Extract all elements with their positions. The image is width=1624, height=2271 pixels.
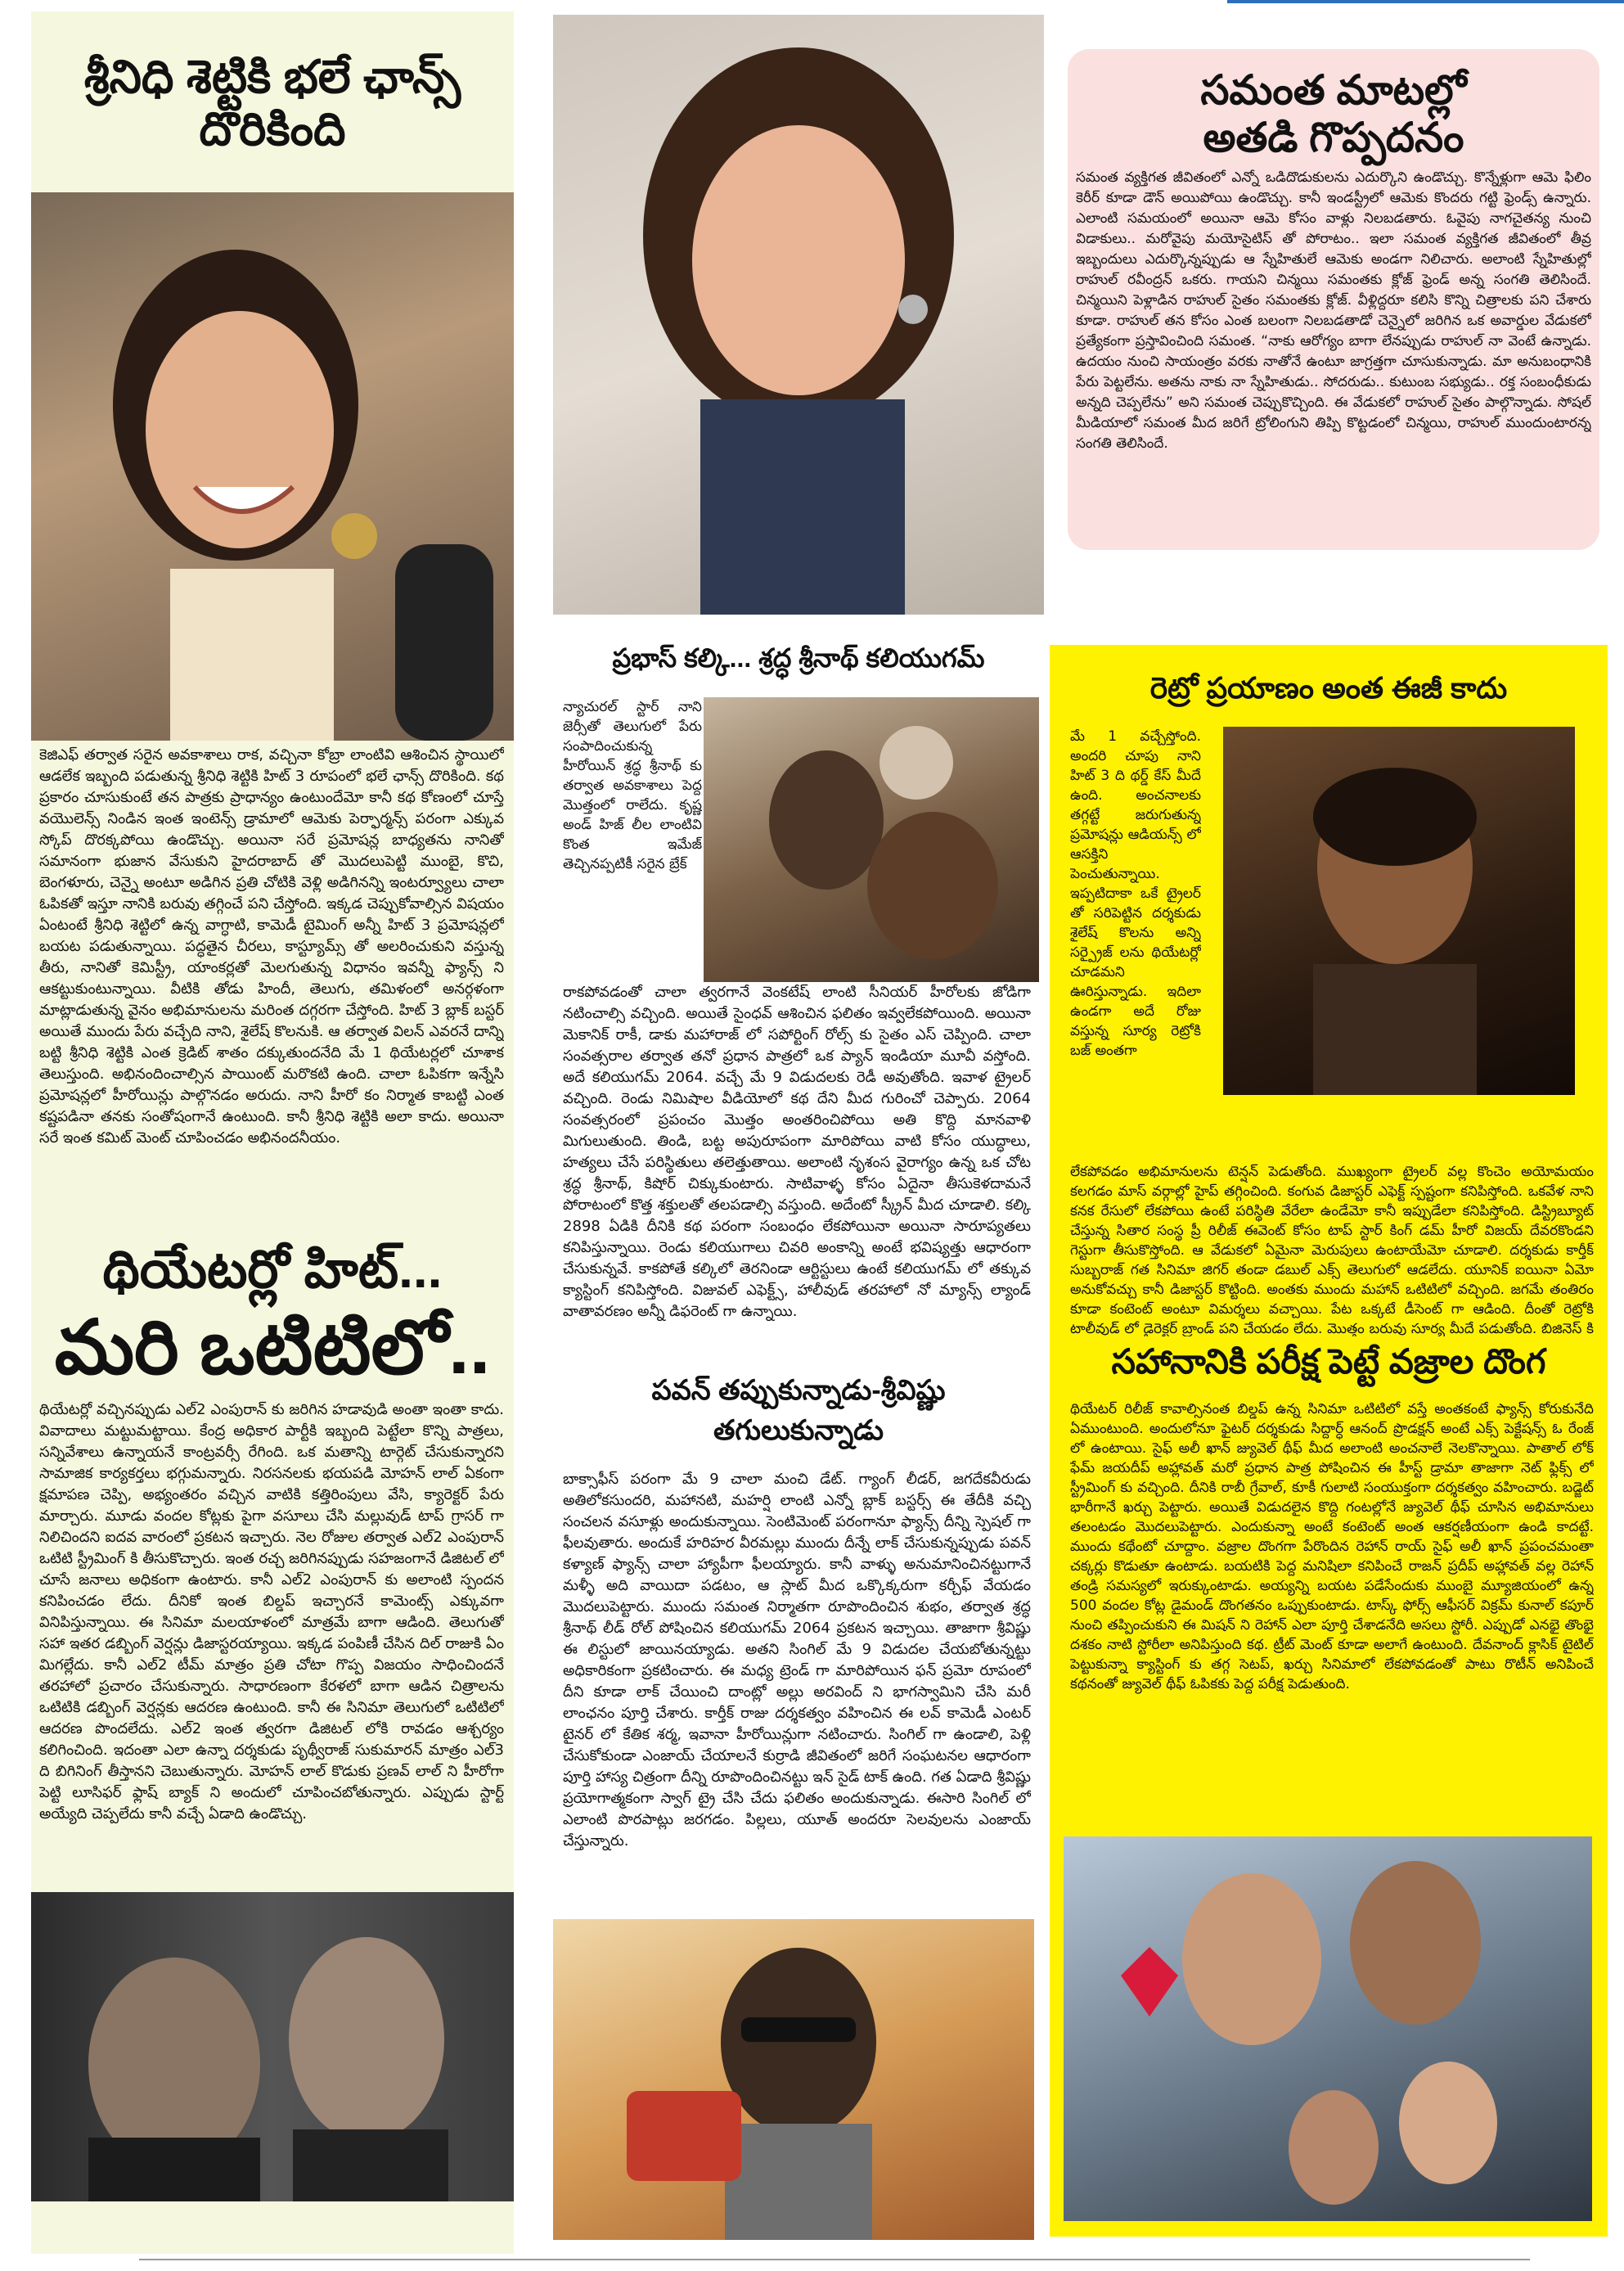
article6-photo [1223, 727, 1575, 1095]
article7-photo [1064, 1836, 1592, 2221]
article2-body: సమంత వ్యక్తిగత జీవితంలో ఎన్నో ఒడిదొడుకులను ఎదుర్కొని ఉండొచ్చు. కొన్నేళ్లుగా ఆమె ఫిలిం కెరీర్ కూడా డౌన్ అయిపోయి ఉండొచ్చు. కానీ ఇండస్ట్రీలో ఆమెకు కొందరు గట్టి ఫ్రెండ్స్ ఉన్నారు. ఎలాంటి సమయంలో అయినా ఆమె కోసం వాళ్లు నిలబడతారు. ఓవైపు నాగచైతన్య నుంచి విడాకులు.. మరోవైపు మయోసైటిస్ తో పోరాటం.. ఇలా సమంత వ్యక్తిగత జీవితంలో తీవ్ర ఇబ్బందులు ఎదుర్కొన్నప్పుడు ఆ స్నేహితులే ఆమెకు అండగా నిలిచారు. అలాంటి స్నేహితుల్లో రాహుల్ రవీంద్రన్ ఒకరు. గాయని చిన్మయి సమంతకు క్లోజ్ ఫ్రెండ్ అన్న సంగతి తెలిసిందే. చిన్మయిని పెళ్లాడిన రాహుల్ సైతం సమంతకు క్లోజ్. వీళ్లిద్దరూ కలిసి కొన్ని చిత్రాలకు పని చేశారు కూడా. రాహుల్ తన కోసం ఎంత బలంగా నిలబడతాడో చెన్నైలో జరిగిన ఒక అవార్డుల వేడుకలో ప్రత్యేకంగా ప్రస్తావించింది సమంత. “నాకు ఆరోగ్యం బాగా లేనప్పుడు రాహుల్ నా వెంటే ఉన్నాడు. ఉదయం నుంచి సాయంత్రం వరకు నాతోనే ఉంటూ జాగ్రత్తగా చూసుకున్నాడు. మా అనుబంధానికి పేరు పెట్టలేను. అతను నాకు నా స్నేహితుడు.. సోదరుడు.. కుటుంబ సభ్యుడు.. రక్త సంబంధీకుడు అన్నది చెప్పలేను” అని సమంత చెప్పుకొచ్చింది. ఈ వేడుకలో రాహుల్ సైతం పాల్గొన్నాడు. సోషల్ మీడియాలో సమంత మీద జరిగే ట్రోలింగుని తిప్పి కొట్టడంలో చిన్మయి, రాహుల్ ముందుంటారన్న సంగతి తెలిసిందే. [1076, 169, 1591, 452]
two-men-poster-illustration [31, 1892, 514, 2201]
article5-headline-line2: మరి ఒటిటిలో.. [54, 1305, 491, 1390]
article1-headline [39, 51, 506, 156]
article5-body: థియేటర్లో వచ్చినప్పుడు ఎల్2 ఎంపురాన్ కు జరిగిన హడావుడి అంతా ఇంతా కాదు. వివాదాలు మట్టుమట్టాయి. కేంద్ర అధికార పార్టీకి ఇబ్బంది పెట్టేలా కొన్ని పాత్రలు, సన్నివేశాలు ఉన్నాయనే కాంట్రవర్సీ రేగింది. ఒక మతాన్ని టార్గెట్ చేసుకున్నారని సామాజిక కార్యకర్తలు భగ్గుమన్నారు. నిరసనలకు భయపడి మోహన్ లాల్ ఏకంగా క్షమాపణ చెప్పి, అభ్యంతరం వచ్చిన వాటికి కత్తిరింపులు వేసి, క్యారెక్టర్ పేరు మార్చారు. మూడు వందల కోట్లకు పైగా వసూలు చేసి మల్లువుడ్ టాప్ గ్రాసర్ గా నిలిచిందని ఐదవ వారంలో ప్రకటన ఇచ్చారు. నెల రోజుల తర్వాత ఎల్2 ఎంపురాన్ ఒటిటి స్ట్రీమింగ్ కి తీసుకొచ్చారు. ఇంత రచ్చ జరిగినప్పుడు సహజంగానే డిజిటల్ లో చూసే జనాలు అధికంగా ఉంటారు. కానీ ఎల్2 ఎంపురాన్ కు అలాంటి స్పందన కనిపించడం లేదు. దీనికో ఇంత బిల్డప్ ఇచ్చారనే కామెంట్స్ ఎక్కువగా వినిపిస్తున్నాయి. ఈ సినిమా మలయాళంలో మాత్రమే బాగా ఆడింది. తెలుగుతో సహా ఇతర డబ్బింగ్ వెర్షన్లు డిజాస్టరయ్యాయి. ఇక్కడ పంపిణీ చేసిన దిల్ రాజుకి ఏం మిగల్లేదు. కానీ ఎల్2 టీమ్ మాత్రం ప్రతి చోటా గొప్ప విజయం సాధించిందనే తరహాలో ప్రచారం చేసుకున్నారు. సాధారణంగా కేరళలో బాగా ఆడిన చిత్రాలను ఒటిటికి డబ్బింగ్ వెర్షన్లకు ఆదరణ ఉంటుంది. కానీ ఈ సినిమా తెలుగులో ఒటిటిలో ఆదరణ పొందలేదు. ఎల్2 ఇంత త్వరగా డిజిటల్ లోకి రావడం ఆశ్చర్యం కలిగించింది. ఇదంతా ఎలా ఉన్నా దర్శకుడు పృథ్వీరాజ్ సుకుమారన్ మాత్రం ఎల్3 ది బిగినింగ్ తీస్తానని చెబుతున్నారు. మోహన్ లాల్ కొడుకు ప్రణవ్ లాల్ ని హీరోగా పెట్టి లూసిఫర్ ఫ్లాష్ బ్యాక్ ని అందులో చూపించబోతున్నారు. ఎప్పుడు స్టార్ట్ అయ్యేది చెప్పలేదు కానీ వచ్చే ఏడాది ఉండొచ్చు. [39, 1401, 504, 1823]
article3-headline: ప్రభాస్ కల్కి... శ్రద్ధ శ్రీనాథ్ కలియుగమ్ [612, 643, 985, 673]
article3-body-wrap: న్యాచురల్ స్టార్ నాని జెర్సీతో తెలుగులో పేరు సంపాదించుకున్న హీరోయిన్ శ్రద్ధ శ్రీనాథ్ కు తర్వాత అవకాశాలు పెద్ద మొత్తంలో రాలేదు. కృష్ణ అండ్ హిజ్ లీల లాంటివి కొంత ఇమేజ్ తెచ్చినప్పటికీ సరైన బ్రేక్ [563, 699, 702, 872]
article5-photo [31, 1892, 514, 2201]
article1-body: కెజిఎఫ్ తర్వాత సరైన అవకాశాలు రాక, వచ్చినా కోబ్రా లాంటివి ఆశించిన స్థాయిలో ఆడలేక ఇబ్బంది పడుతున్న శ్రీనిధి శెట్టికి హిట్ 3 రూపంలో భలే ఛాన్స్ దొరికింది. కథ ప్రకారం చూసుకుంటే తన పాత్రకు ప్రాధాన్యం ఉంటుందేమో కానీ కథ కోణంలో చూస్తే వయొలెన్స్ నిండిన ఇంత ఇంటెన్స్ డ్రామాలో ఆమెకు పెర్ఫార్మన్స్ పరంగా ఎక్కువ స్కోప్ దొరక్కపోయి ఉండొచ్చు. అయినా సరే ప్రమోషన్ల బాధ్యతను నానితో సమానంగా భుజాన వేసుకుని హైదరాబాద్ తో మొదలుపెట్టి ముంబై, కొచి, బెంగళూరు, చెన్నై అంటూ అడిగిన ప్రతి చోటికి వెళ్లి అడిగినన్ని ఇంటర్వ్యూలు చాలా ఓపికతో ఇస్తూ నానికి బరువు తగ్గించే పని చేస్తోంది. ఇక్కడ చెప్పుకోవాల్సిన విషయం ఏంటంటే శ్రీనిధి శెట్టిలో ఉన్న వాగ్ధాటి, కామెడీ టైమింగ్ అన్నీ హిట్ 3 ప్రమోషన్లలో బయట పడుతున్నాయి. పద్ధతైన చీరలు, కాస్ట్యూమ్స్ తో అలరించుకుని వస్తున్న తీరు, నానితో కెమిస్ట్రీ, యాంకర్లతో మెలగుతున్న విధానం ఇవన్నీ ఫ్యాన్స్ ని ఆకట్టుకుంటున్నాయి. వీటికి తోడు హిందీ, తెలుగు, తమిళంలో అనర్గళంగా మాట్లాడుతున్న వైనం అభిమానులను మరింత దగ్గరగా చేస్తోంది. హిట్ 3 బ్లాక్ బస్టర్ అయితే ముందు పేరు వచ్చేది నాని, శైలేష్ కొలనుకి. ఆ తర్వాత విలన్ ఎవరనే దాన్ని బట్టి శ్రీనిధి శెట్టికి ఎంత క్రెడిట్ శాతం దక్కుతుందనేది మే 1 థియేటర్లలో చూశాక తెలుస్తుంది. అభినందించాల్సిన పాయింట్ మరొకటి ఉంది. చాలా ఓపికగా ఇన్నేసి ప్రమోషన్లలో హీరోయిన్లు పాల్గొనడం అరుదు. నాని హీరో కం నిర్మాత కాబట్టి ఎంత కష్టపడినా తనకు సంతోషంగానే ఉంటుంది. కానీ శ్రీనిధి శెట్టికి అలా కాదు. అయినా సరే ఇంత కమిట్ మెంట్ చూపించడం అభినందనీయం. [39, 746, 504, 1147]
article7-headline: సహానానికి పరీక్ష పెట్టే వజ్రాల దొంగ [1111, 1342, 1546, 1381]
article6-body: లేకపోవడం అభిమానులను టెన్షన్ పెడుతోంది. ముఖ్యంగా ట్రైలర్ వల్ల కొంచెం అయోమయం కలగడం మాస్ వర్గాల్లో హైప్ తగ్గించింది. కంగువ డిజాస్టర్ ఎఫెక్ట్ స్పష్టంగా కనిపిస్తోంది. ఒకవేళ నాని కనక రేసులో లేకపోయి ఉంటే పరిస్థితి వేరేలా ఉండేమో కానీ ఇప్పుడేలా కనిపిస్తోంది. డిస్ట్రిబ్యూట్ చేస్తున్న సితార సంస్థ ప్రీ రిలీజ్ ఈవెంట్ కోసం టాప్ స్టార్ కింగ్ డమ్ హీరో విజయ్ దేవరకొండని గెస్టుగా తీసుకొస్తోంది. ఆ వేడుకలో ఏమైనా మెరుపులు ఉంటాయేమో చూడాలి. దర్శకుడు కార్తీక్ సుబ్బరాజ్ గత సినిమా జిగర్ తండా డబుల్ ఎక్స్ తెలుగులో ఆడలేదు. యూనిక్ ఐయినా ఏమో అనుకోవచ్చు కానీ డిజాస్టర్ కొట్టింది. అంతకు ముందు మహాన్ ఒటిటిలో వచ్చింది. జగమే తంతిరం కూడా కంటెంట్ అంటూ విమర్శలు వచ్చాయి. పేట ఒక్కటే డీసెంట్ గా ఆడింది. దీంతో రెట్రోకి టాలీవుడ్ లో డైరెక్టర్ బ్రాండ్ పని చేయడం లేదు. మొత్తం బరువు సూర్య మీదే పడుతోంది. బిజినెస్ కి [1070, 1164, 1594, 1336]
article3-photo [704, 697, 1039, 982]
article4-headline-line2: తగులుకున్నాడు [713, 1415, 884, 1447]
article1-headline-line1: శ్రీనిధి శెట్టికి భలే ఛాన్స్ [83, 51, 461, 102]
jewel-thief-poster-illustration [1064, 1836, 1592, 2221]
article5-headline [39, 1207, 506, 1391]
article6-headline: రెట్రో ప్రయాణం అంత ఈజీ కాదు [1149, 671, 1508, 705]
actress-portrait-illustration [553, 15, 1044, 615]
article2-headline [1076, 67, 1591, 161]
article4-headline-line1: పవన్ తప్పుకున్నాడు-శ్రీవిష్ణు [651, 1375, 946, 1406]
article4-headline [553, 1375, 1044, 1447]
article3-body: రాకపోవడంతో చాలా త్వరగానే వెంకటేష్ లాంటి సీనియర్ హీరోలకు జోడిగా నటించాల్సి వచ్చింది. అయితే సైంధవ్ ఆశించిన ఫలితం ఇవ్వలేకపోయింది. అయినా మెకానిక్ రాకీ, డాకు మహారాజ్ లో సపోర్టింగ్ రోల్స్ కు సైతం ఎస్ చెప్పింది. చాలా సంవత్సరాల తర్వాత తనో ప్రధాన పాత్రలో ఒక ప్యాన్ ఇండియా మూవీ వస్తోంది. అదే కలియుగమ్ 2064. వచ్చే మే 9 విడుదలకు రెడీ అవుతోంది. ఇవాళ ట్రైలర్ వచ్చింది. రెండు నిమిషాల వీడియోలో కథ దేని మీద గురించో చెప్పారు. 2064 సంవత్సరంలో ప్రపంచం మొత్తం అంతరించిపోయి అతి కొద్ది మానవాళి మిగులుతుంది. తిండి, బట్ట అపురూపంగా మారిపోయి వాటి కోసం యుద్ధాలు, హత్యలు చేసే పరిస్థితులు తలెత్తుతాయి. అలాంటి నృశంస వైరాగ్యం ఉన్న ఒక చోట శ్రద్ధ శ్రీనాథ్, కిషోర్ చిక్కుకుంటారు. సాటివాళ్ళ కోసం ఏదైనా తీసుకెళదామనే పోరాటంలో కొత్త శక్తులతో తలపడాల్సి వస్తుంది. అదేంటో స్క్రీన్ మీద చూడాలి. కల్కి 2898 ఏడికి దీనికి కథ పరంగా సంబంధం లేకపోయినా అయినా సారూప్యతలు కనిపిస్తున్నాయి. రెండు కలియుగాలు చివరి అంకాన్ని అంటే భవిష్యత్తు ఆధారంగా చేసుకున్నవే. కాకపోతే కల్కిలో తెరనిండా ఆర్టిస్టులు ఉంటే కలియుగమ్ లో తక్కువ క్యాస్టింగ్ కనిపిస్తోంది. విజువల్ ఎఫెక్ట్స్, హాలీవుడ్ తరహాలో నో మ్యాన్స్ ల్యాండ్ వాతావరణం అన్నీ డిఫరెంట్ గా ఉన్నాయి. [563, 984, 1031, 1320]
single-movie-poster-illustration [553, 1919, 1034, 2240]
article2-headline-line1: సమంత మాటల్లో [1200, 67, 1467, 113]
article1-headline-line2: దొరికింది [199, 103, 346, 155]
bottom-rule [139, 2259, 1530, 2260]
article6-body-wrap: మే 1 వచ్చేస్తోంది. అందరి చూపు నాని హిట్ 3 ది థర్డ్ కేస్ మీదే ఉంది. అంచనాలకు తగ్గట్టే జరుగుతున్న ప్రమోషన్లు ఆడియన్స్ లో ఆసక్తిని పెంచుతున్నాయి. ఇప్పటిదాకా ఒకే ట్రైలర్ తో సరిపెట్టిన దర్శకుడు శైలేష్ కొలను అన్ని సర్ప్రైజ్ లను థియేటర్లో చూడమని ఊరిస్తున్నాడు. ఇదిలా ఉండగా అదే రోజు వస్తున్న సూర్య రెట్రోకి బజ్ అంతగా [1070, 728, 1201, 1059]
article1-photo [31, 192, 514, 741]
article2-headline-line2: అతడి గొప్పదనం [1203, 114, 1464, 160]
article5-headline-line1: థియేటర్లో హిట్... [102, 1240, 443, 1299]
woman-portrait-illustration [31, 192, 514, 741]
article4-body: బాక్సాఫీస్ పరంగా మే 9 చాలా మంచి డేట్. గ్యాంగ్ లీడర్, జగదేకవీరుడు అతిలోకసుందరి, మహానటి, మహర్షి లాంటి ఎన్నో బ్లాక్ బస్టర్స్ ఈ తేదీకి వచ్చి సంచలన వసూళ్లు అందుకున్నాయి. సెంటిమెంట్ పరంగానూ ఫ్యాన్స్ దీన్ని స్పెషల్ గా ఫీలవుతారు. అందుకే హరిహర వీరమల్లు ముందు దీన్నే లాక్ చేసుకున్నప్పుడు పవన్ కళ్యాణ్ ఫ్యాన్స్ చాలా హ్యాపీగా ఫీలయ్యారు. కానీ వాళ్ళు అనుమానించినట్టుగానే మళ్ళీ అది వాయిదా పడటం, ఆ స్లాట్ మీద ఒక్కొక్కరుగా కర్చీఫ్ వేయడం మొదలుపెట్టారు. ముందు సమంత నిర్మాతగా రూపొందించిన శుభం, తర్వాత శ్రద్ధ శ్రీనాథ్ లీడ్ రోల్ పోషించిన కలియుగమ్ 2064 ప్రకటన ఇచ్చాయి. తాజాగా శ్రీవిష్ణు ఈ లిస్టులో జాయినయ్యాడు. అతని సింగిల్ మే 9 విడుదల చేయబోతున్నట్టు అధికారికంగా ప్రకటించారు. ఈ మధ్య ట్రెండ్ గా మారిపోయిన ఫన్ ప్రమో రూపంలో దీని కూడా లాక్ చేయించి దాంట్లో అల్లు అరవింద్ ని భాగస్వామిని చేసి మరీ లాంఛనం పూర్తి చేశారు. కార్తీక్ రాజు దర్శకత్వం వహించిన ఈ లవ్ కామెడీ ఎంటర్ టైనర్ లో కేతిక శర్మ, ఇవానా హీరోయిన్లుగా నటించారు. సింగిల్ గా ఉండాలి, పెళ్లి చేసుకోకుండా ఎంజాయ్ చేయాలనే కుర్రాడి జీవితంలో జరిగే సంఘటనల ఆధారంగా పూర్తి హాస్య చిత్రంగా దీన్ని రూపొందించినట్టు ఇన్ సైడ్ టాక్ ఉంది. గత ఏడాది శ్రీవిష్ణు ప్రయోగాత్మకంగా స్వాగ్ ట్రై చేసి చేదు ఫలితం అందుకున్నాడు. ఈసారి సింగిల్ లో ఎలాంటి పొరపాట్లు జరగడం. పిల్లలు, యూత్ అందరూ సెలవులను ఎంజాయ్ చేస్తున్నారు. [563, 1471, 1031, 1850]
kaliyugam-poster-illustration [704, 697, 1039, 982]
article2-photo [553, 15, 1044, 615]
retro-actor-illustration [1223, 727, 1575, 1095]
top-rule [1227, 0, 1624, 3]
article7-body: థియేటర్ రిలీజ్ కావాల్సినంత బిల్డప్ ఉన్న సినిమా ఒటిటిలో వస్తే అంతకంటే ఫ్యాన్స్ కోరుకునేది ఏముంటుంది. అందులోనూ ఫైటర్ దర్శకుడు సిద్దార్ధ్ ఆనంద్ ప్రొడక్షన్ అంటే ఎక్స్ పెక్టేషన్స్ ఓ రేంజ్ లో ఉంటాయి. సైఫ్ అలీ ఖాన్ జ్యువెల్ థీఫ్ మీద అలాంటి అంచనాలే నెలకొన్నాయి. పాతాల్ లోక్ ఫేమ్ జయదీప్ అహ్లావత్ మరో ప్రధాన పాత్ర పోషించిన ఈ హీస్ట్ డ్రామా తాజాగా నెట్ ఫ్లిక్స్ లో స్ట్రీమింగ్ కు వచ్చింది. దీనికి రాబీ గ్రేవాల్, కూకీ గులాటి సంయుక్తంగా దర్శకత్వం వహించారు. బడ్జెట్ భారీగానే ఖర్చు పెట్టారు. అయితే విడుదలైన కొద్ది గంటల్లోనే జ్యువెల్ థీఫ్ చూసిన అభిమానులు తలంటడం మొదలుపెట్టారు. ఎందుకున్నా అంటే కంటెంట్ అంత ఆకర్షణీయంగా ఉండి కాదట్టే. ముందు కథేంటో చూద్దాం. వజ్రాల దొంగగా పేరొందిన రెహాన్ రాయ్ సైఫ్ అలీ ఖాన్ ప్రపంచమంతా చక్కర్లు కొడుతూ ఉంటాడు. బయటికి పెద్ద మనిషిలా కనిపించే రాజన్ ప్రదీప్ అహ్లావత్ వల్ల రెహాన్ తండ్రి సమస్యలో ఇరుక్కుంటాడు. అయ్యన్ని బయట పడేసేందుకు ముంబై మ్యూజియంలో ఉన్న 500 వందల కోట్ల డైమండ్ దొంగతనం ఒప్పుకుంటాడు. టాస్క్ ఫోర్స్ ఆఫీసర్ విక్రమ్ కునాల్ కపూర్ నుంచి తప్పించుకుని ఈ మిషన్ ని రెహాన్ ఎలా పూర్తి చేశాడనేది అసలు స్టోరీ. ఎప్పుడో ఎనభై తొంభై దశకం నాటి స్టోరీలా అనిపిస్తుంది కథ. ట్రీట్ మెంట్ కూడా అలాగే ఉంటుంది. దేవనాంద్ క్లాసిక్ టైటిల్ పెట్టుకున్నా క్యాస్టింగ్ కు తగ్గ సెటప్, ఖర్చు సినిమాలో లేకపోవడంతో పాటు రొటీన్ అనిపించే కథనంతో జ్యువెల్ థీఫ్ ఓపికకు పెద్ద పరీక్ష పెడుతుంది. [1070, 1401, 1594, 1692]
article4-photo [553, 1919, 1034, 2240]
